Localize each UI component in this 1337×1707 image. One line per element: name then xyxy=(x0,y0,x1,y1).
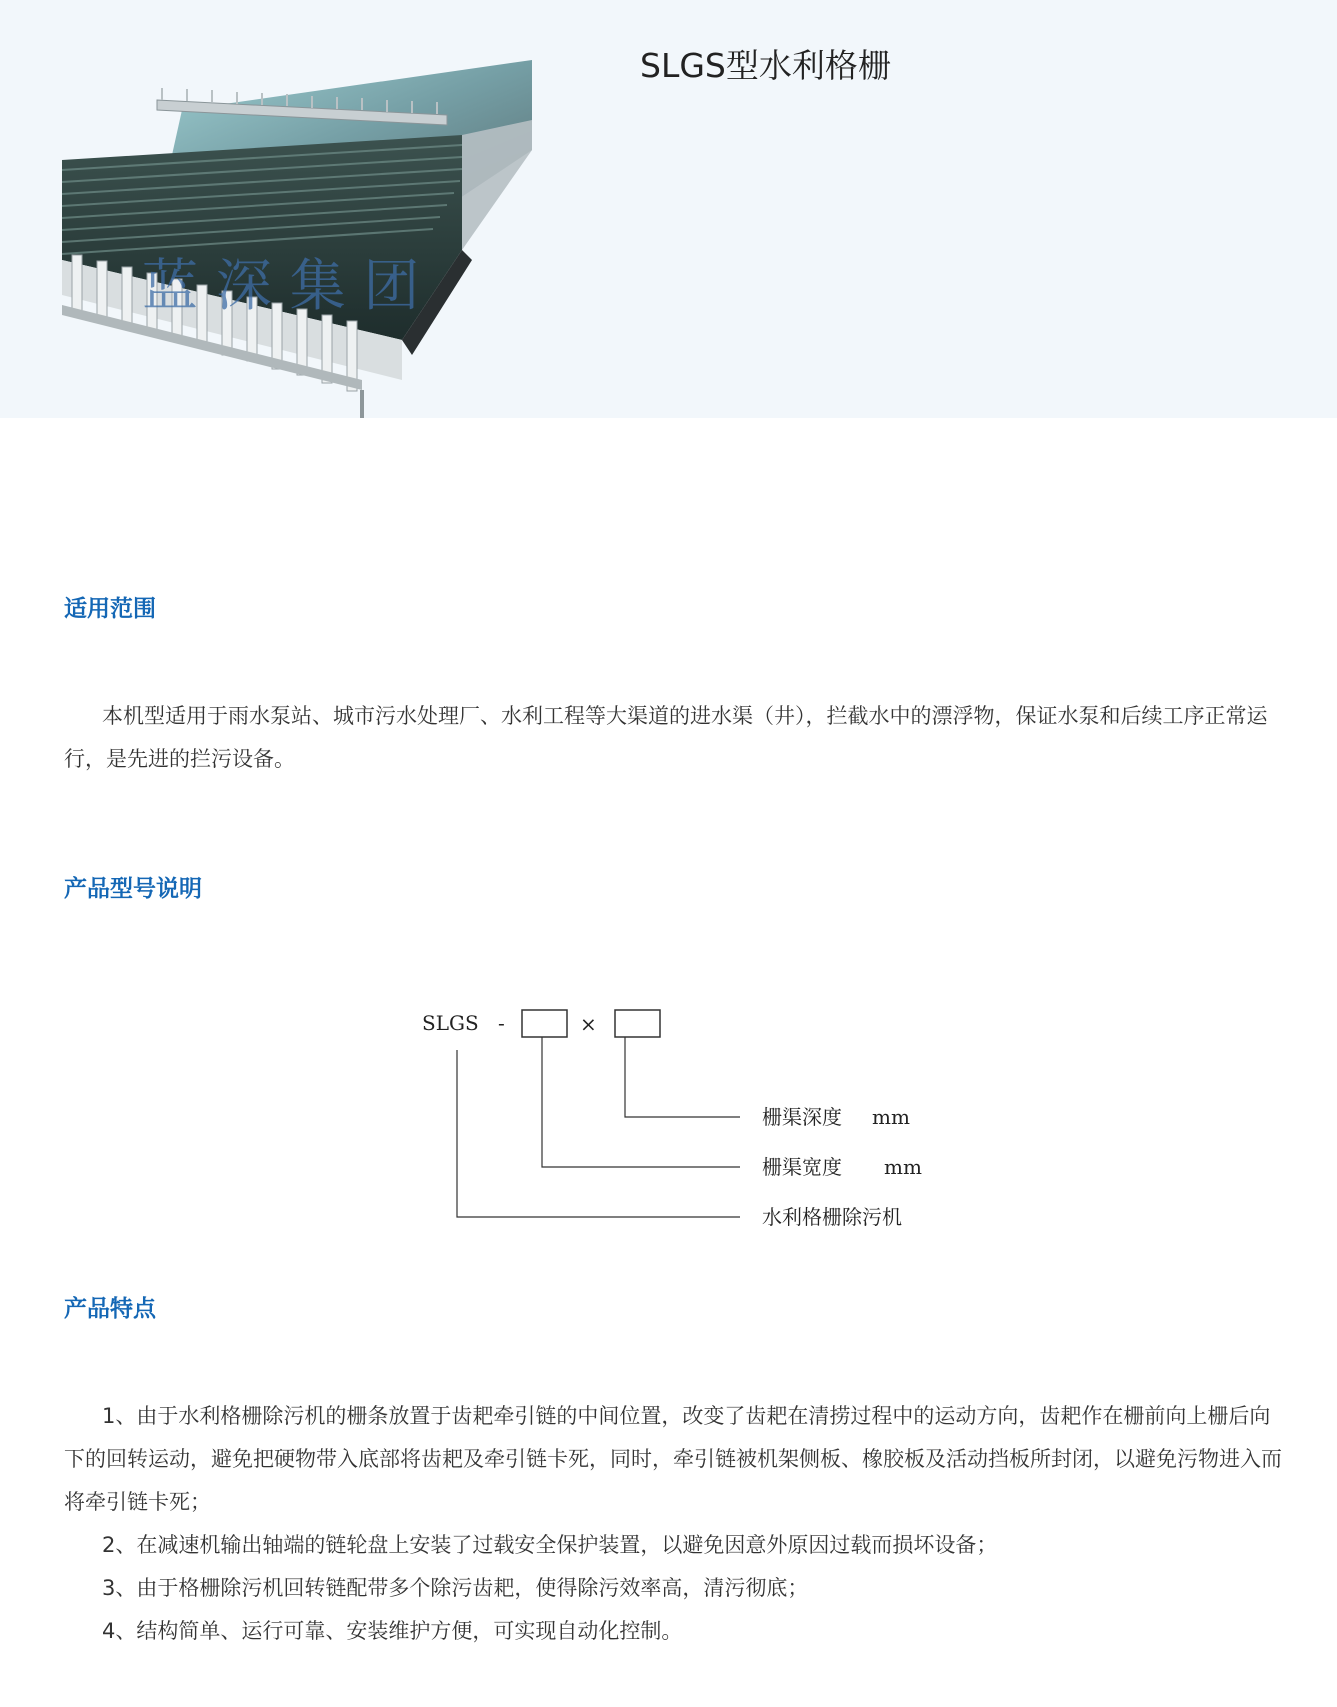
model-dash: - xyxy=(498,1011,505,1035)
depth-label: 栅渠深度 xyxy=(762,1105,842,1129)
scope-text: 本机型适用于雨水泵站、城市污水处理厂、水利工程等大渠道的进水渠（井），拦截水中的漂浮物，保证水泵和后续工序正常运行，是先进的拦污设备。 xyxy=(64,704,1268,771)
watermark-text: 蓝 深 集 团 xyxy=(142,254,420,319)
feature-item: 4、结构简单、运行可靠、安装维护方便，可实现自动化控制。 xyxy=(102,1619,683,1643)
machine-label: 水利格栅除污机 xyxy=(762,1205,902,1229)
features-heading: 产品特点 xyxy=(64,1296,156,1322)
machine-leader xyxy=(457,1050,740,1217)
page-title: SLGS型水利格栅 xyxy=(640,46,891,85)
depth-unit: mm xyxy=(872,1105,910,1129)
model-heading: 产品型号说明 xyxy=(64,876,202,902)
scope-paragraph xyxy=(64,695,1284,781)
times-sign: × xyxy=(580,1012,597,1036)
model-number-diagram xyxy=(410,1000,930,1245)
feature-item: 3、由于格栅除污机回转链配带多个除污齿耙，使得除污效率高，清污彻底； xyxy=(102,1576,809,1600)
feature-item: 1、由于水利格栅除污机的栅条放置于齿耙牵引链的中间位置，改变了齿耙在清捞过程中的运动方向，齿耙作在栅前向上栅后向下的回转运动，避免把硬物带入底部将齿耙及牵引链卡死，同时，牵引链被机架侧板、橡胶板及活动挡板所封闭，以避免污物进入而将牵引链卡死； xyxy=(64,1404,1282,1514)
width-box xyxy=(522,1010,567,1037)
depth-leader xyxy=(625,1037,740,1117)
width-unit: mm xyxy=(884,1155,922,1179)
width-label: 栅渠宽度 xyxy=(762,1155,842,1179)
hero-banner xyxy=(0,0,1337,418)
feature-item: 2、在减速机输出轴端的链轮盘上安装了过载安全保护装置，以避免因意外原因过载而损坏设备； xyxy=(102,1533,998,1557)
width-leader xyxy=(542,1037,740,1167)
model-prefix: SLGS xyxy=(422,1011,479,1035)
product-photo xyxy=(62,60,534,418)
depth-box xyxy=(615,1010,660,1037)
features-list xyxy=(64,1395,1284,1653)
scope-heading: 适用范围 xyxy=(64,596,156,622)
